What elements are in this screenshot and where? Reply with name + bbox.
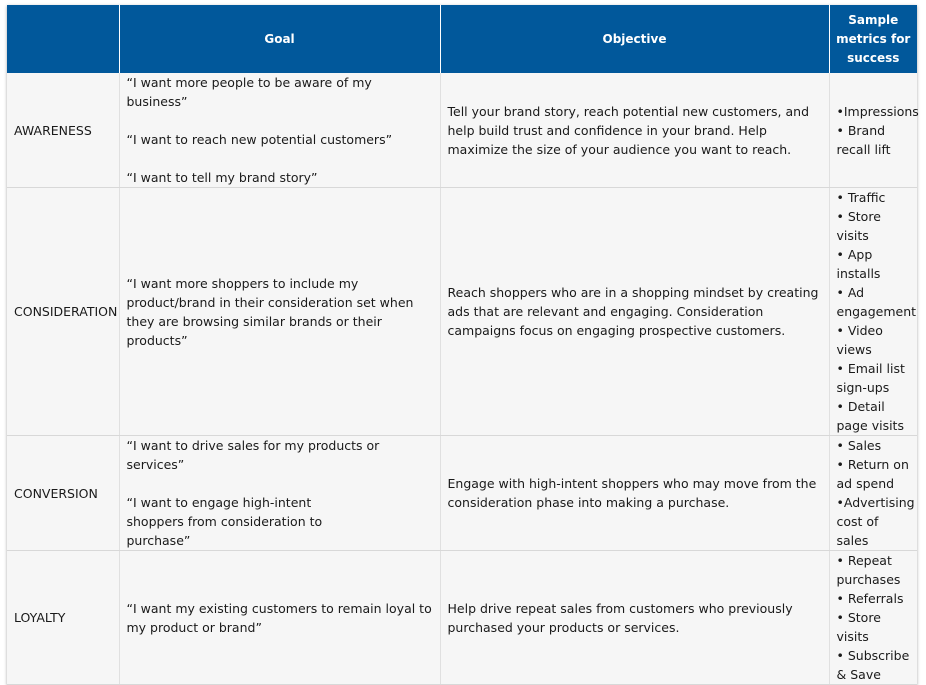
table-row-awareness	[7, 73, 917, 188]
goal-text: “I want my existing customers to remain loyal to my product or brand”	[126, 600, 432, 635]
metric-item: • Store visits	[836, 610, 881, 644]
header-metrics	[829, 5, 917, 73]
objective-cell: Reach shoppers who are in a shopping mindset by creating ads that are relevant and engaging. Consideration campaigns focus on engaging prospective customers.	[440, 188, 829, 436]
metric-item: • Email list sign-ups	[836, 361, 905, 395]
metric-item: • Detail page visits	[836, 399, 904, 433]
header-stage	[7, 5, 119, 73]
header-goal: Goal	[119, 5, 440, 73]
goal-text: “I want to drive sales for my products or services”	[126, 438, 380, 472]
metric-item: • Repeat purchases	[836, 553, 901, 587]
metrics-cell	[829, 73, 917, 188]
metric-item: •Impressions	[836, 103, 919, 119]
goal-text: “I want to tell my brand story”	[126, 170, 318, 185]
stage-cell: CONSIDERATION	[7, 188, 119, 436]
stage-cell: AWARENESS	[7, 73, 119, 188]
metric-item: • Brand recall lift	[836, 122, 891, 157]
goal-text: “I want to engage high-intent shoppers from consideration to purchase”	[126, 495, 323, 548]
goals-table-container	[7, 5, 917, 685]
goal-cell	[119, 73, 440, 188]
stage-cell: LOYALTY	[7, 551, 119, 685]
table-row-conversion	[7, 436, 917, 551]
goals-table	[7, 5, 917, 685]
metric-item: •Advertising cost of sales	[836, 495, 915, 548]
objective-cell: Engage with high-intent shoppers who may move from the consideration phase into making a purchase.	[440, 436, 829, 551]
table-row-consideration	[7, 188, 917, 436]
metric-item: • Referrals	[836, 591, 904, 606]
objective-cell: Tell your brand story, reach potential new customers, and help build trust and confidence in your brand. Help maximize the size of your audience you want to reach.	[440, 73, 829, 188]
metric-item: • Video views	[836, 323, 883, 357]
metrics-cell	[829, 188, 917, 436]
objective-cell: Help drive repeat sales from customers who previously purchased your products or services.	[440, 551, 829, 685]
metrics-cell	[829, 551, 917, 685]
goal-cell	[119, 551, 440, 685]
metric-item: • Store visits	[836, 209, 881, 243]
goal-cell	[119, 436, 440, 551]
metric-item: • App installs	[836, 247, 881, 281]
stage-cell: CONVERSION	[7, 436, 119, 551]
goal-text: “I want more shoppers to include my product/brand in their consideration set when they are browsing similar brands or their products”	[126, 275, 414, 348]
metric-item: • Return on ad spend	[836, 457, 909, 491]
header-metrics-line: success	[847, 50, 900, 65]
metric-item: • Traffic	[836, 190, 886, 205]
header-metrics-line: metrics for	[836, 31, 911, 46]
header-row	[7, 5, 917, 73]
metric-item: • Subscribe & Save	[836, 648, 910, 682]
goal-text: “I want to reach new potential customers”	[126, 132, 393, 147]
header-metrics-line: Sample	[848, 12, 899, 27]
table-row-loyalty	[7, 551, 917, 685]
metric-item: • Ad engagement	[836, 285, 917, 319]
metric-item: • Sales	[836, 438, 882, 453]
goal-text: “I want more people to be aware of my business”	[126, 75, 372, 109]
goal-cell	[119, 188, 440, 436]
metrics-cell	[829, 436, 917, 551]
header-objective: Objective	[440, 5, 829, 73]
